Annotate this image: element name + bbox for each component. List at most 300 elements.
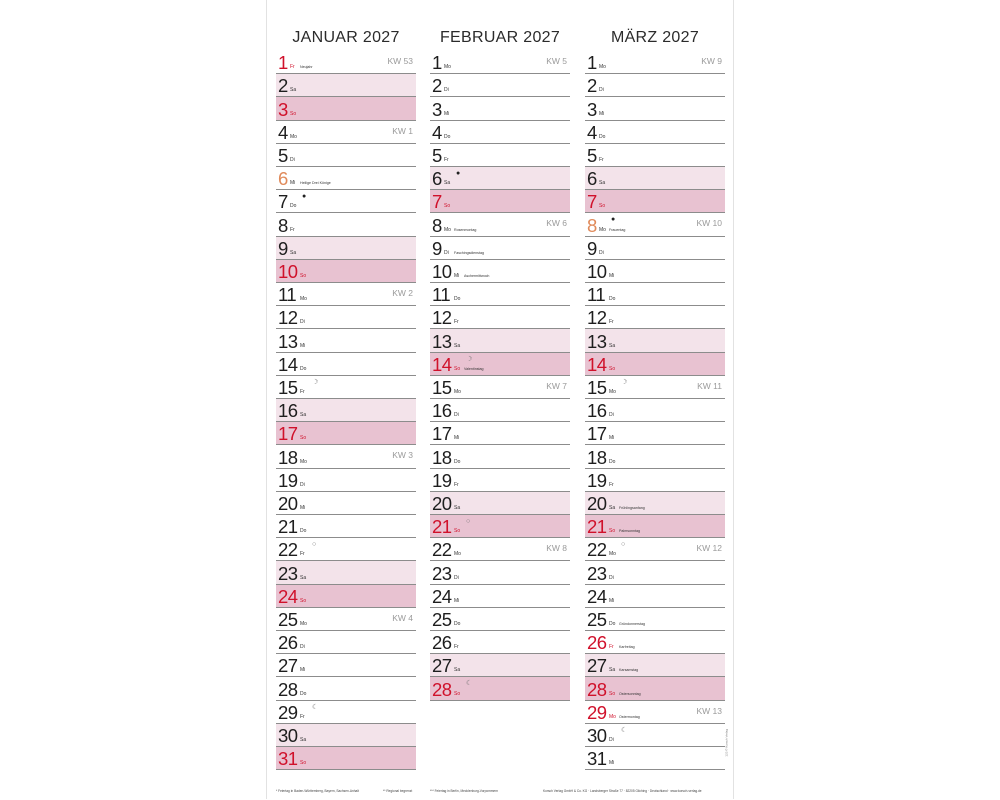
day-number: 16	[278, 400, 298, 422]
day-row	[585, 376, 725, 399]
day-row	[585, 747, 725, 770]
day-number: 23	[278, 562, 298, 584]
day-number: 11	[278, 284, 297, 306]
day-note: Karsamstag	[619, 668, 639, 673]
day-number: 15	[432, 376, 452, 398]
day-row	[585, 399, 725, 422]
day-row	[585, 306, 725, 329]
day-number: 6	[432, 168, 442, 190]
weekday-label: Sa	[290, 87, 297, 94]
moon-phase-icon: ☽	[621, 378, 628, 386]
day-row	[276, 376, 416, 399]
weekday-label: Fr	[290, 226, 295, 233]
week-number: KW 10	[696, 218, 722, 229]
weekday-label: Mi	[444, 110, 450, 117]
moon-phase-icon: ☽	[466, 355, 473, 363]
day-row	[585, 515, 725, 538]
weekday-label: Fr	[444, 156, 449, 163]
day-row	[276, 51, 416, 74]
day-row	[585, 561, 725, 584]
day-row	[430, 144, 570, 167]
weekday-label: So	[454, 690, 461, 697]
weekday-label: Sa	[300, 736, 307, 743]
day-number: 4	[278, 121, 288, 143]
weekday-label: Di	[454, 574, 459, 581]
day-row	[430, 237, 570, 260]
day-row	[276, 237, 416, 260]
month-title: JANUAR 2027	[292, 29, 400, 46]
day-number: 9	[587, 237, 597, 259]
day-row	[585, 144, 725, 167]
day-row	[585, 237, 725, 260]
day-row	[276, 190, 416, 213]
day-number: 14	[432, 353, 452, 375]
day-note: Karfreitag	[619, 645, 635, 650]
day-number: 20	[587, 492, 607, 514]
day-number: 2	[587, 75, 597, 97]
day-number: 12	[432, 307, 452, 329]
day-number: 16	[432, 400, 452, 422]
moon-phase-icon: ☾	[466, 680, 473, 688]
moon-phase-icon: ●	[302, 193, 307, 201]
day-number: 17	[278, 423, 298, 445]
moon-phase-icon: ○	[621, 541, 626, 549]
weekday-label: So	[300, 435, 307, 442]
month-title: MÄRZ 2027	[610, 29, 700, 46]
day-number: 13	[587, 330, 607, 352]
day-row	[430, 561, 570, 584]
day-number: 7	[432, 191, 442, 213]
day-row	[276, 399, 416, 422]
day-number: 14	[278, 353, 298, 375]
day-row	[585, 422, 725, 445]
day-row	[430, 376, 570, 399]
day-number: 6	[278, 168, 288, 190]
day-number: 4	[587, 121, 597, 143]
weekday-label: Mo	[609, 388, 616, 395]
day-row	[430, 585, 570, 608]
day-number: 3	[587, 98, 597, 120]
week-number: KW 1	[392, 125, 413, 136]
day-row	[430, 51, 570, 74]
day-row	[276, 492, 416, 515]
day-number: 13	[278, 330, 298, 352]
day-row	[585, 724, 725, 747]
day-row	[276, 260, 416, 283]
weekday-label: Fr	[290, 64, 295, 71]
weekday-label: Mi	[454, 272, 460, 279]
day-row	[430, 515, 570, 538]
day-row	[430, 492, 570, 515]
weekday-label: Do	[454, 296, 461, 303]
day-number: 16	[587, 400, 607, 422]
day-number: 1	[278, 52, 288, 74]
weekday-label: Mo	[444, 64, 451, 71]
day-number: 1	[432, 52, 442, 74]
weekday-label: Fr	[454, 644, 459, 651]
moon-phase-icon: ☾	[621, 726, 628, 734]
day-number: 27	[587, 655, 607, 677]
day-row	[430, 654, 570, 677]
day-number: 10	[432, 260, 452, 282]
day-row	[276, 144, 416, 167]
day-number: 9	[278, 237, 288, 259]
day-number: 22	[587, 539, 607, 561]
day-number: 28	[432, 678, 452, 700]
moon-phase-icon: ☾	[312, 703, 319, 711]
weekday-label: Di	[300, 644, 305, 651]
weekday-label: Mo	[609, 551, 616, 558]
day-number: 9	[432, 237, 442, 259]
day-note: Ostersonntag	[619, 691, 641, 696]
day-number: 19	[432, 469, 452, 491]
day-row	[585, 492, 725, 515]
day-number: 26	[278, 632, 298, 654]
day-row	[276, 631, 416, 654]
day-row	[430, 190, 570, 213]
day-number: 21	[278, 516, 298, 538]
weekday-label: Mo	[599, 64, 606, 71]
weekday-label: Mo	[454, 388, 461, 395]
day-row	[430, 445, 570, 468]
weekday-label: Mo	[444, 226, 451, 233]
day-row	[276, 329, 416, 352]
weekday-label: Sa	[454, 504, 461, 511]
day-row	[430, 97, 570, 120]
weekday-label: Di	[609, 412, 614, 419]
day-number: 30	[278, 724, 298, 746]
day-number: 12	[587, 307, 607, 329]
weekday-label: Mi	[599, 110, 605, 117]
weekday-label: So	[609, 690, 616, 697]
day-row	[276, 585, 416, 608]
day-number: 2	[278, 75, 288, 97]
day-number: 10	[587, 260, 607, 282]
day-number: 24	[432, 585, 452, 607]
day-row	[430, 631, 570, 654]
weekday-label: Mo	[300, 458, 307, 465]
day-row	[430, 306, 570, 329]
day-row	[276, 701, 416, 724]
weekday-label: Mi	[609, 597, 615, 604]
day-note: Heilige Drei Könige	[300, 181, 331, 186]
weekday-label: So	[454, 528, 461, 535]
day-number: 23	[587, 562, 607, 584]
day-row	[276, 469, 416, 492]
day-row	[585, 283, 725, 306]
weekday-label: Sa	[609, 342, 616, 349]
weekday-label: So	[300, 272, 307, 279]
moon-phase-icon: ☽	[312, 378, 319, 386]
weekday-label: Mo	[290, 133, 297, 140]
day-row	[276, 724, 416, 747]
week-number: KW 4	[392, 612, 413, 623]
weekday-label: Fr	[300, 388, 305, 395]
week-number: KW 3	[392, 450, 413, 461]
week-number: KW 53	[387, 56, 413, 66]
weekday-label: Do	[300, 690, 307, 697]
footnote-regional: ** Regional begrenzt	[383, 789, 413, 793]
day-row	[430, 608, 570, 631]
weekday-label: Fr	[599, 156, 604, 163]
day-row	[585, 260, 725, 283]
day-number: 7	[587, 191, 597, 213]
day-row	[585, 329, 725, 352]
day-row	[585, 353, 725, 376]
weekday-label: Do	[609, 458, 616, 465]
weekday-label: Sa	[599, 180, 606, 187]
day-row	[585, 701, 725, 724]
day-row	[430, 353, 570, 376]
day-number: 18	[432, 446, 452, 468]
day-row	[276, 608, 416, 631]
weekday-label: Sa	[300, 412, 307, 419]
day-row	[585, 445, 725, 468]
day-number: 7	[278, 191, 288, 213]
publisher-imprint: Korsch Verlag GmbH & Co. KG · Landsberger Straße 77 · 82205 Gilching · Deutschland · www.korsch-verlag.de	[543, 789, 702, 793]
day-note: Frühlingsanfang	[619, 505, 645, 510]
day-number: 14	[587, 353, 607, 375]
weekday-label: Mi	[609, 760, 615, 767]
day-number: 11	[587, 284, 606, 306]
day-number: 31	[278, 748, 298, 770]
day-number: 22	[432, 539, 452, 561]
side-copyright: 123 © Korsch Verlag	[725, 729, 729, 757]
day-number: 24	[278, 585, 298, 607]
weekday-label: Fr	[609, 319, 614, 326]
weekday-label: Mo	[599, 226, 606, 233]
weekday-label: Sa	[454, 667, 461, 674]
moon-phase-icon: ○	[466, 518, 471, 525]
weekday-label: So	[609, 528, 616, 535]
weekday-label: Do	[290, 203, 297, 210]
day-row	[276, 121, 416, 144]
weekday-label: Di	[444, 249, 449, 256]
day-number: 27	[278, 655, 298, 677]
weekday-label: Di	[599, 249, 604, 256]
weekday-label: Mo	[609, 713, 616, 720]
day-number: 17	[587, 423, 607, 445]
month-title: FEBRUAR 2027	[439, 29, 561, 46]
day-row	[585, 121, 725, 144]
day-note: Ostermontag	[619, 714, 640, 719]
weekday-label: Mi	[300, 504, 306, 511]
day-row	[585, 97, 725, 120]
moon-phase-icon: ●	[611, 216, 616, 224]
day-row	[430, 469, 570, 492]
day-number: 5	[278, 144, 288, 166]
day-row	[585, 213, 725, 236]
weekday-label: Mi	[454, 435, 460, 442]
weekday-label: Do	[454, 458, 461, 465]
day-row	[585, 190, 725, 213]
weekday-label: Di	[454, 412, 459, 419]
weekday-label: So	[300, 597, 307, 604]
week-number: KW 9	[701, 56, 722, 66]
day-number: 17	[432, 423, 452, 445]
day-number: 15	[278, 376, 298, 398]
weekday-label: Do	[300, 365, 307, 372]
moon-phase-icon: ●	[456, 170, 461, 177]
day-number: 21	[587, 516, 607, 538]
day-row	[585, 631, 725, 654]
day-number: 28	[278, 678, 298, 700]
day-number: 27	[432, 655, 452, 677]
day-note: Frauentag	[609, 227, 626, 232]
weekday-label: Do	[609, 296, 616, 303]
day-row	[276, 538, 416, 561]
day-number: 18	[587, 446, 607, 468]
weekday-label: Fr	[454, 319, 459, 326]
day-number: 20	[432, 492, 452, 514]
weekday-label: Mo	[300, 296, 307, 303]
day-row	[430, 283, 570, 306]
weekday-label: Di	[609, 736, 614, 743]
weekday-label: Fr	[609, 481, 614, 488]
weekday-label: Sa	[609, 667, 616, 674]
weekday-label: Di	[300, 319, 305, 326]
weekday-label: Sa	[300, 574, 307, 581]
day-number: 19	[278, 469, 298, 491]
weekday-label: Do	[599, 133, 606, 140]
day-row	[276, 306, 416, 329]
footnote-holiday-bw: * Feiertag in Baden-Württemberg, Bayern, Sachsen-Anhalt	[276, 789, 359, 793]
day-number: 5	[587, 144, 597, 166]
day-number: 8	[587, 214, 597, 236]
weekday-label: Fr	[300, 551, 305, 558]
day-number: 4	[432, 121, 442, 143]
day-note: Aschermittwoch	[464, 273, 490, 278]
day-row	[430, 538, 570, 561]
day-number: 31	[587, 748, 607, 770]
day-number: 8	[278, 214, 288, 236]
weekday-label: Fr	[454, 481, 459, 488]
day-row	[276, 213, 416, 236]
week-number: KW 5	[546, 56, 567, 66]
weekday-label: Mi	[454, 597, 460, 604]
day-number: 11	[432, 284, 451, 306]
day-note: Faschingsdienstag	[454, 250, 484, 255]
week-number: KW 7	[546, 380, 567, 391]
day-number: 19	[587, 469, 607, 491]
day-row	[276, 422, 416, 445]
weekday-label: Mi	[290, 180, 296, 187]
day-number: 8	[432, 214, 442, 236]
day-row	[585, 585, 725, 608]
day-number: 1	[587, 52, 597, 74]
moon-phase-icon: ○	[312, 541, 317, 549]
week-number: KW 6	[546, 218, 567, 229]
weekday-label: Mi	[609, 272, 615, 279]
day-number: 22	[278, 539, 298, 561]
weekday-label: So	[290, 110, 297, 117]
weekday-label: Di	[444, 87, 449, 94]
day-row	[276, 445, 416, 468]
week-number: KW 12	[696, 543, 722, 554]
day-number: 13	[432, 330, 452, 352]
day-number: 30	[587, 724, 607, 746]
day-row	[276, 167, 416, 190]
day-row	[430, 399, 570, 422]
day-number: 29	[587, 701, 607, 723]
week-number: KW 8	[546, 543, 567, 554]
day-note: Neujahr	[300, 65, 313, 70]
day-number: 25	[278, 608, 298, 630]
weekday-label: So	[609, 365, 616, 372]
day-row	[276, 283, 416, 306]
day-row	[430, 213, 570, 236]
day-row	[430, 167, 570, 190]
weekday-label: So	[300, 760, 307, 767]
weekday-label: Mi	[300, 667, 306, 674]
day-number: 18	[278, 446, 298, 468]
day-row	[276, 677, 416, 700]
day-row	[585, 167, 725, 190]
day-note: Valentinstag	[464, 366, 484, 371]
day-number: 23	[432, 562, 452, 584]
day-number: 26	[587, 632, 607, 654]
day-number: 5	[432, 144, 442, 166]
day-number: 12	[278, 307, 298, 329]
calendar-sheet	[266, 0, 734, 799]
day-note: Palmsonntag	[619, 529, 640, 534]
weekday-label: Di	[609, 574, 614, 581]
day-number: 20	[278, 492, 298, 514]
day-number: 29	[278, 701, 298, 723]
day-row	[430, 677, 570, 700]
weekday-label: Sa	[290, 249, 297, 256]
weekday-label: Do	[609, 620, 616, 627]
day-row	[276, 561, 416, 584]
weekday-label: Mi	[609, 435, 615, 442]
weekday-label: Fr	[609, 644, 614, 651]
day-row	[585, 469, 725, 492]
day-number: 21	[432, 516, 452, 538]
day-number: 25	[587, 608, 607, 630]
weekday-label: Do	[444, 133, 451, 140]
week-number: KW 13	[696, 705, 722, 716]
day-note: Rosenmontag	[454, 227, 477, 232]
footnote-holiday-berlin: *** Feiertag in Berlin, Mecklenburg-Vorpommern	[430, 789, 499, 793]
day-row	[430, 422, 570, 445]
weekday-label: Di	[290, 156, 295, 163]
day-row	[276, 353, 416, 376]
weekday-label: Mo	[300, 620, 307, 627]
weekday-label: Sa	[444, 180, 451, 187]
weekday-label: So	[454, 365, 461, 372]
day-row	[276, 515, 416, 538]
weekday-label: Sa	[609, 504, 616, 511]
weekday-label: Do	[454, 620, 461, 627]
day-row	[430, 74, 570, 97]
day-number: 15	[587, 376, 607, 398]
weekday-label: Mi	[300, 342, 306, 349]
day-number: 10	[278, 260, 298, 282]
weekday-label: So	[599, 203, 606, 210]
week-number: KW 2	[392, 288, 413, 298]
day-number: 2	[432, 75, 442, 97]
day-number: 3	[432, 98, 442, 120]
day-number: 6	[587, 168, 597, 190]
day-row	[276, 74, 416, 97]
week-number: KW 11	[697, 380, 722, 391]
day-row	[430, 329, 570, 352]
day-row	[276, 747, 416, 770]
day-row	[430, 260, 570, 283]
weekday-label: Di	[599, 87, 604, 94]
day-number: 25	[432, 608, 452, 630]
day-row	[276, 654, 416, 677]
